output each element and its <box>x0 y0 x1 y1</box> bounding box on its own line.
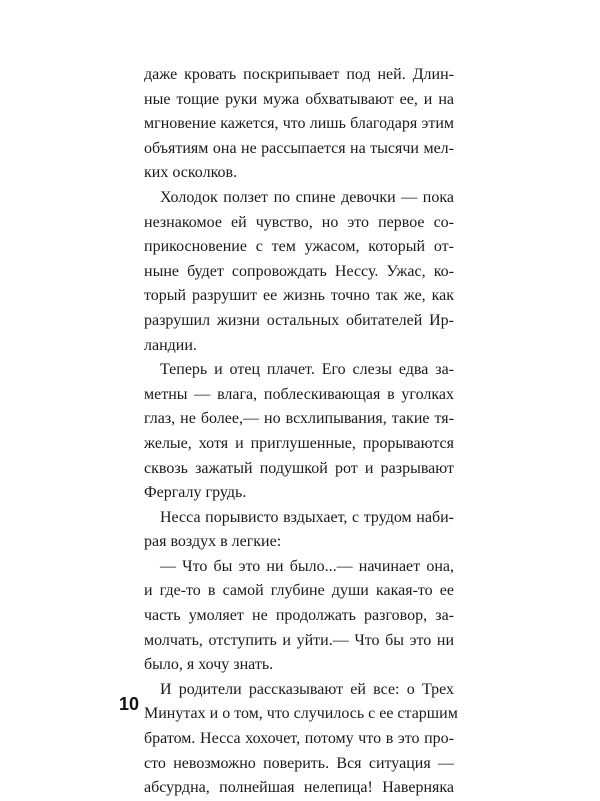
text-line: молчать, отступить и уйти.— Что бы это ни <box>144 631 454 649</box>
text-line: ких осколков. <box>144 164 238 182</box>
text-line: — Что бы это ни было...— начинает она, <box>160 557 454 575</box>
text-line: желые, хотя и приглушенные, прорываются <box>144 434 454 452</box>
text-line: Минутах и о том, что случилось с ее старшим <box>144 705 458 723</box>
text-line: Теперь и отец плачет. Его слезы едва за- <box>160 361 454 379</box>
text-line: было, я хочу знать. <box>144 656 274 674</box>
text-line: Фергалу грудь. <box>144 484 247 502</box>
text-line: сквозь зажатый подушкой рот и разрывают <box>144 459 454 477</box>
text-line: братом. Несса хохочет, потому что в это про- <box>144 730 454 748</box>
text-line: глаз, не более,— но всхлипывания, такие тя- <box>144 410 454 428</box>
text-line: и где-то в самой глубине души какая-то ее <box>144 582 454 600</box>
text-line: мгновение кажется, что лишь благодаря этим <box>144 115 454 133</box>
text-line: И родители рассказывают ей все: о Трех <box>160 680 454 698</box>
text-line: Холодок ползет по спине девочки — пока <box>160 188 454 206</box>
text-line: рая воздух в легкие: <box>144 533 282 551</box>
body-text <box>144 63 458 801</box>
text-line: ные тощие руки мужа обхватывают ее, и на <box>144 90 454 108</box>
text-line: часть умоляет не продолжать разговор, за- <box>144 607 454 625</box>
text-line: незнакомое ей чувство, но это первое со- <box>144 213 454 231</box>
text-line: сто невозможно поверить. Вся ситуация — <box>144 754 454 772</box>
text-line: ныне будет сопровождать Нессу. Ужас, ко- <box>144 262 454 280</box>
text-line: метны — влага, поблескивающая в уголках <box>144 385 454 403</box>
text-line: Несса порывисто вздыхает, с трудом наби- <box>160 508 454 526</box>
page-number: 10 <box>119 694 140 714</box>
text-line: разрушил жизни остальных обитателей Ир- <box>144 311 454 329</box>
text-line: торый разрушит ее жизнь точно так же, как <box>144 287 454 305</box>
text-line: даже кровать поскрипывает под ней. Длин- <box>144 66 454 83</box>
text-line: абсурдна, полнейшая нелепица! Наверняка <box>144 779 454 797</box>
text-line: прикосновение с тем ужасом, который от- <box>144 238 454 256</box>
text-line: ландии. <box>144 336 197 354</box>
text-line: объятиям она не рассыпается на тысячи мел- <box>144 139 454 157</box>
